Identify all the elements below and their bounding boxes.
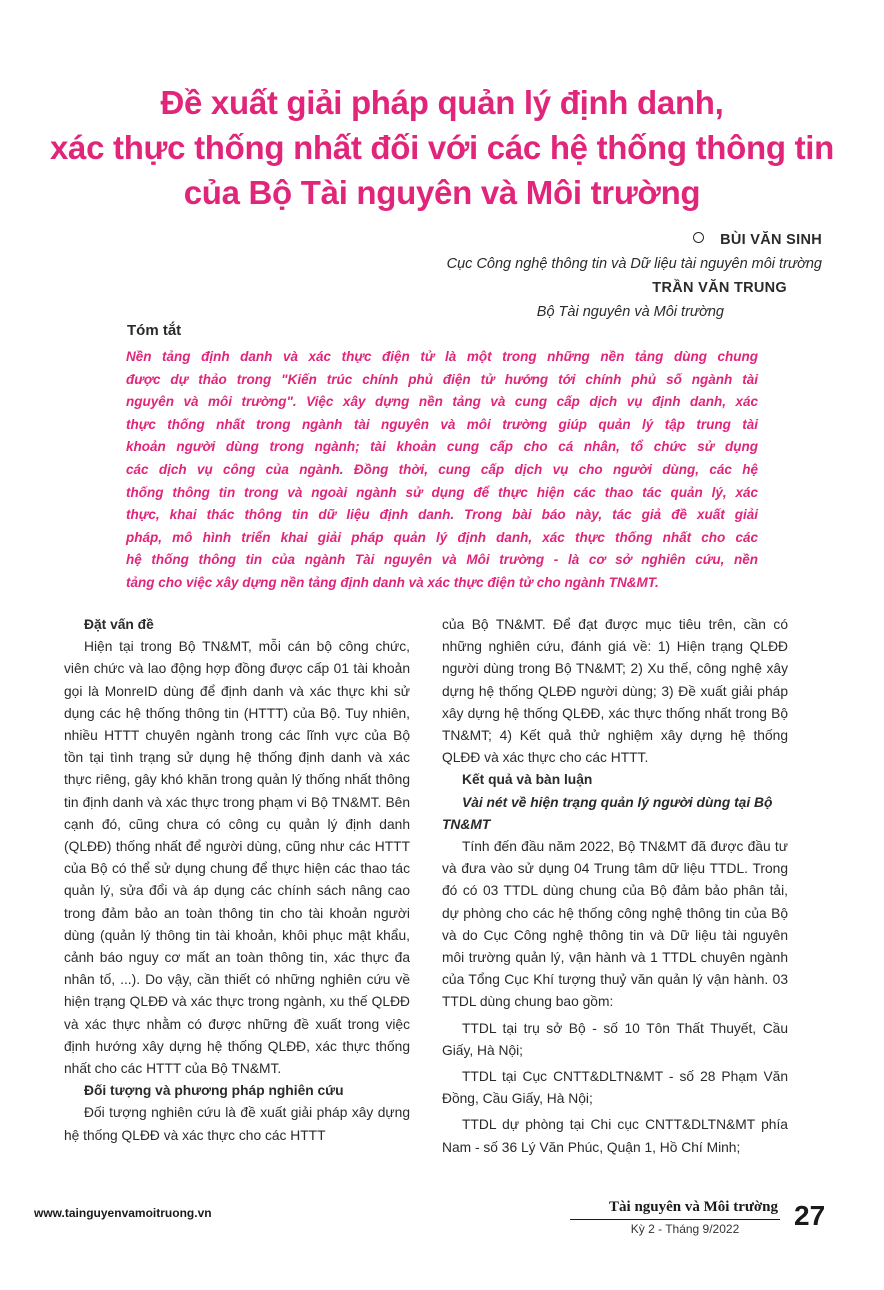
- paragraph: Tính đến đầu năm 2022, Bộ TN&MT đã được đầu tư và đưa vào sử dụng 04 Trung tâm dữ liệu TTDL. Trong đó có 03 TTDL dùng chung của Bộ đảm bảo phân tải, dự phòng cho các hệ thống công nghệ thông tin của Bộ và do Cục Công nghệ thông tin và Dữ liệu tài nguyên môi trường quản lý, vận hành và 1 TTDL chuyên ngành của Tổng Cục Khí tượng thuỷ văn quản lý vận hành. 03 TTDL dùng chung bao gồm:: [442, 839, 788, 1010]
- list-item: TTDL dự phòng tại Chi cục CNTT&DLTN&MT phía Nam - số 36 Lý Văn Phúc, Quận 1, Hồ Chí Minh;: [442, 1117, 788, 1155]
- abstract-line: tảng cho việc xây dựng nền tảng định danh và xác thực điện tử cho ngành TN&MT.: [126, 574, 659, 590]
- left-column: [64, 614, 410, 1147]
- page-number: 27: [794, 1200, 826, 1231]
- author-block: [447, 228, 822, 324]
- list-item: TTDL tại trụ sở Bộ - số 10 Tôn Thất Thuyết, Cầu Giấy, Hà Nội;: [442, 1020, 788, 1058]
- section-heading-results: Kết quả và bàn luận: [462, 772, 593, 788]
- paragraph: Đối tượng nghiên cứu là đề xuất giải pháp xây dựng hệ thống QLĐĐ và xác thực cho các HTTT: [64, 1105, 410, 1143]
- bullet-circle-icon: [693, 232, 704, 243]
- list-item: TTDL tại Cục CNTT&DLTN&MT - số 28 Phạm Văn Đồng, Cầu Giấy, Hà Nội;: [442, 1069, 788, 1107]
- abstract-line: thực, khai thác thông tin dữ liệu định danh. Trong bài báo này, tác giả đề xuất giải: [126, 507, 758, 523]
- abstract-line: pháp, mô hình triển khai giải pháp quản lý định danh, xác thực thống nhất cho các: [126, 529, 758, 545]
- abstract-line: các dịch vụ công của ngành. Đồng thời, cung cấp dịch vụ cho người dùng, các hệ: [126, 461, 758, 477]
- subsection-heading: Vài nét về hiện trạng quản lý người dùng tại Bộ TN&MT: [442, 794, 773, 832]
- abstract-text: [126, 346, 758, 595]
- title-line-2: xác thực thống nhất đối với các hệ thống thông tin: [49, 129, 834, 166]
- footer-magazine-name: Tài nguyên và Môi trường: [609, 1199, 778, 1215]
- footer-issue: Kỳ 2 - Tháng 9/2022: [630, 1222, 740, 1236]
- paragraph: của Bộ TN&MT. Để đạt được mục tiêu trên, cần có những nghiên cứu, đánh giá về: 1) Hiện trạng QLĐĐ người dùng trong Bộ TN&MT; 2) Xu thế, công nghệ xây dựng hệ thống QLĐĐ người dùng; 3) Đề xuất giải pháp xây dựng hệ thống QLĐĐ, xác thực thống nhất trong Bộ TN&MT; 4) Kết quả thử nghiệm xây dựng hệ thống QLĐĐ và xác thực cho các HTTT.: [442, 617, 788, 766]
- author-1-name: BÙI VĂN SINH: [720, 232, 822, 248]
- author-2-name: TRẦN VĂN TRUNG: [652, 280, 787, 296]
- section-heading-intro: Đặt vấn đề: [84, 617, 154, 632]
- footer-divider: [570, 1219, 780, 1220]
- abstract-line: thống thông tin trong và ngoài ngành sử dụng để thực hiện các thao tác quản lý, xác: [126, 484, 758, 500]
- abstract-line: thực thống nhất trong ngành tài nguyên và môi trường giúp quản lý tập trung tài: [126, 416, 758, 432]
- article-title: [20, 80, 864, 215]
- title-line-3: của Bộ Tài nguyên và Môi trường: [183, 174, 701, 211]
- right-column: [442, 614, 788, 1159]
- abstract-line: nguyên và môi trường". Việc xây dựng nền tảng và cung cấp dịch vụ định danh, xác: [126, 394, 758, 410]
- abstract-line: khoản người dùng trong ngành; tài khoản cung cấp cho cá nhân, tổ chức sử dụng: [126, 439, 758, 455]
- abstract-heading: Tóm tắt: [127, 322, 182, 339]
- section-heading-methods: Đối tượng và phương pháp nghiên cứu: [84, 1083, 344, 1099]
- author-1-affiliation: Cục Công nghệ thông tin và Dữ liệu tài nguyên môi trường: [446, 256, 822, 272]
- abstract-line: Nền tảng định danh và xác thực điện tử là một trong những nền tảng dùng chung: [126, 349, 758, 364]
- author-1-line: [447, 228, 822, 252]
- abstract-line: hệ thống thông tin của ngành Tài nguyên và Môi trường - là cơ sở nghiên cứu, nền: [126, 552, 758, 568]
- paragraph: Hiện tại trong Bộ TN&MT, mỗi cán bộ công chức, viên chức và lao động hợp đồng được cấp 01 tài khoản gọi là MonreID dùng để định danh và xác thực khi sử dụng các hệ thống thông tin (HTTT) của Bộ. Tuy nhiên, nhiều HTTT chuyên ngành trong các lĩnh vực của Bộ tồn tại tình trạng sử dụng hệ thống định danh và xác thực riêng, gây khó khăn trong quản lý thống nhất thông tin định danh và xác thực trong phạm vi Bộ TN&MT. Bên cạnh đó, cũng chưa có công cụ quản lý định danh (QLĐĐ) thống nhất để người dùng, cũng như các HTTT của Bộ có thể sử dụng chung để thực hiện các thao tác quản lý, sửa đổi và áp dụng các chính sách nâng cao trong đảm bảo an toàn thông tin cho tài khoản người dùng (quản lý thông tin tài khoản, khôi phục mật khẩu, cảnh báo nguy cơ mất an toàn thông tin, xác thực đa nhân tố, ...). Do vậy, cần thiết có những nghiên cứu về hiện trạng QLĐĐ và xác thực trong ngành, xu thế QLĐĐ và xác thực nhằm có được những đề xuất trong việc định hướng xây dựng hệ thống QLĐĐ, xác thực thống nhất cho các HTTT của Bộ TN&MT.: [64, 639, 410, 1077]
- author-2-affiliation: Bộ Tài nguyên và Môi trường: [536, 304, 724, 320]
- abstract-line: được dự thảo trong "Kiến trúc chính phủ điện tử hướng tới chính phủ số ngành tài: [126, 371, 758, 387]
- title-line-1: Đề xuất giải pháp quản lý định danh,: [160, 84, 724, 121]
- footer-website: www.tainguyenvamoitruong.vn: [34, 1206, 212, 1220]
